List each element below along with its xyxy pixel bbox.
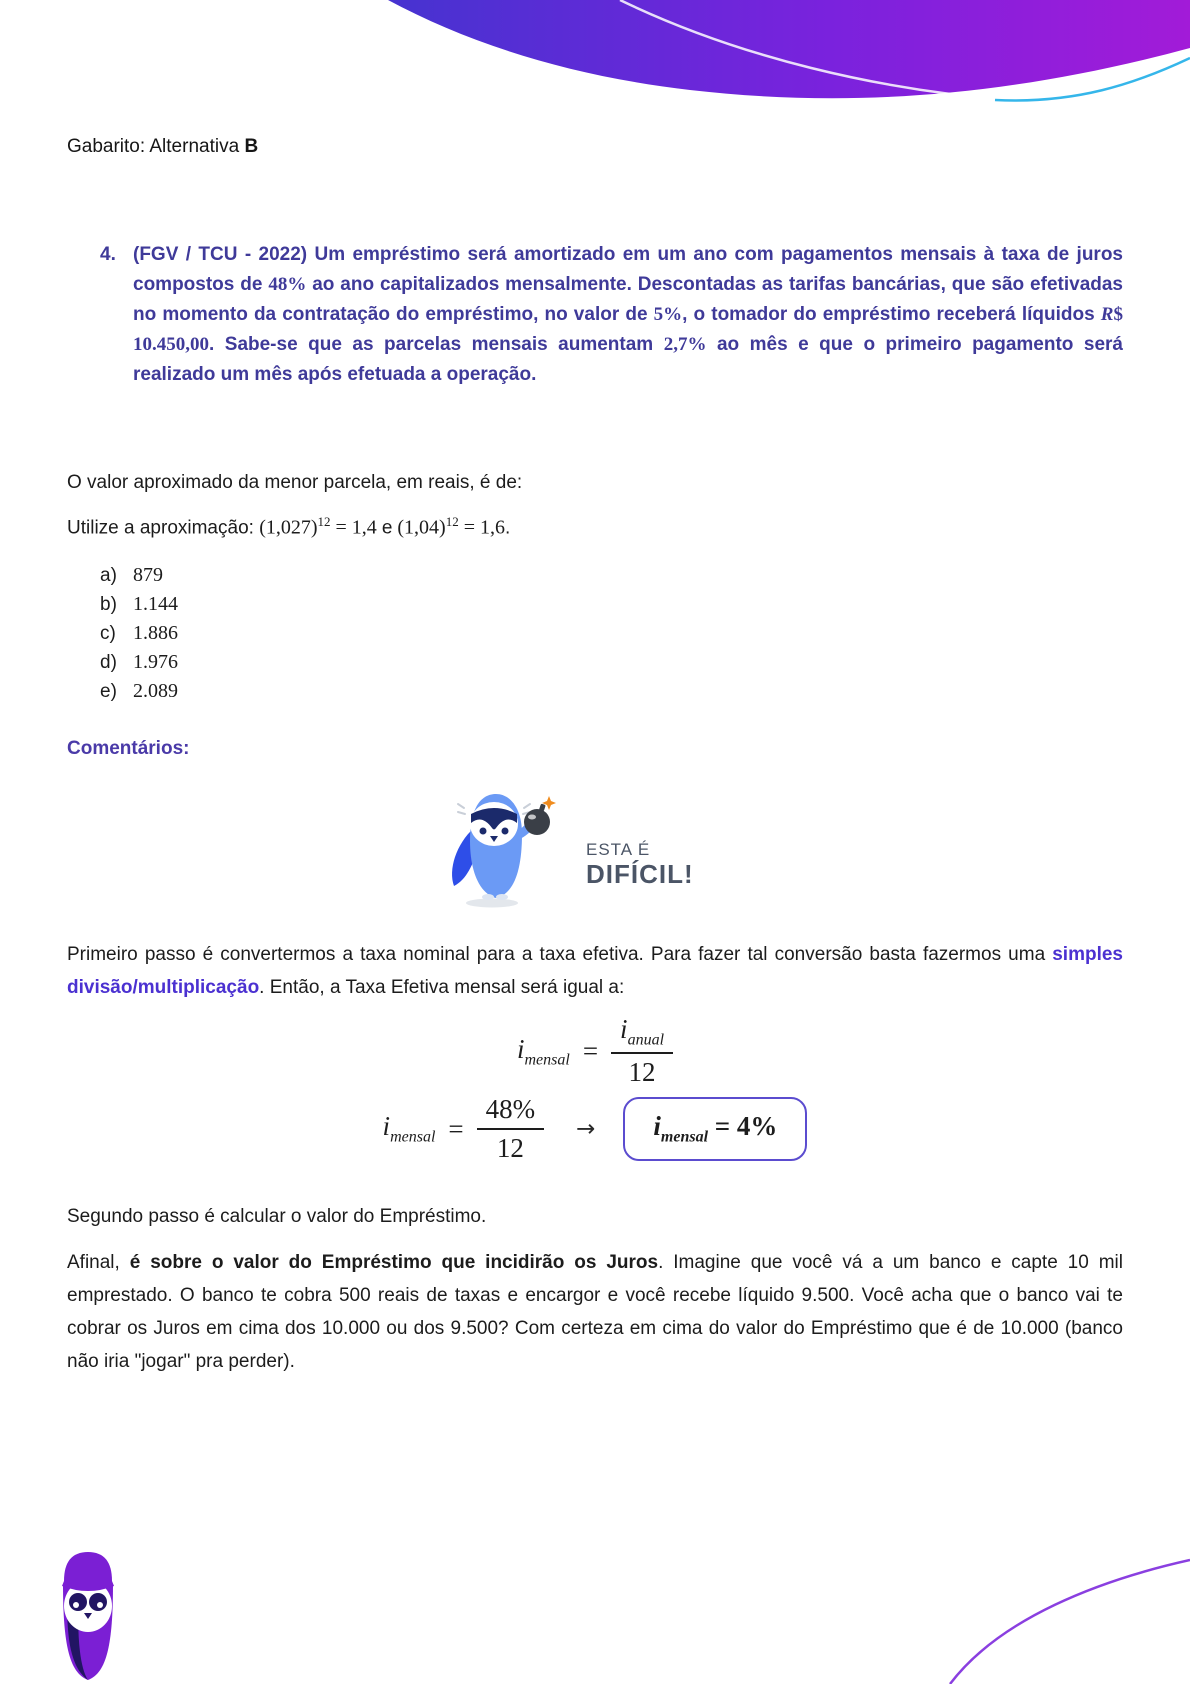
explanation-paragraph-3: Afinal, é sobre o valor do Empréstimo que incidirão os Juros. Imagine que você vá a um banco e capte 10 mil emprestado. O banco te cobra 500 reais de taxas e encargor e você recebe líquido 9.500. Você acha que o banco vai te cobrar os Juros em cima dos 10.000 ou dos 9.500? Com certeza em cima do valor do Empréstimo que é de 10.000 (banco não iria "jogar" pra perder). <box>67 1252 1123 1372</box>
option-value: 2.089 <box>133 680 178 702</box>
difficulty-mascot <box>444 786 724 911</box>
question-block <box>100 240 1123 390</box>
option-value: 879 <box>133 564 163 586</box>
owl-bomb-icon <box>444 786 559 908</box>
explanation-paragraph-2: Segundo passo é calcular o valor do Empréstimo. <box>67 1206 487 1227</box>
option-b <box>100 593 178 622</box>
formula-lhs: $i_{mensal}$ <box>516 1033 570 1068</box>
option-letter: e) <box>100 681 117 702</box>
option-value: 1.886 <box>133 622 178 644</box>
option-letter: d) <box>100 652 117 673</box>
options-list <box>100 564 178 709</box>
badge-line1: ESTA É <box>586 840 651 859</box>
option-letter: c) <box>100 623 116 644</box>
fraction <box>611 1014 673 1088</box>
arrow-icon: → <box>576 1116 596 1142</box>
formula-monthly-rate-result <box>0 1094 1190 1164</box>
fraction <box>477 1094 545 1164</box>
option-e <box>100 680 178 709</box>
formula-lhs: $i_{mensal}$ <box>382 1111 436 1146</box>
question-prompt: O valor aproximado da menor parcela, em reais, é de: <box>67 472 523 493</box>
equals-sign: = <box>582 1035 599 1066</box>
explanation-paragraph-1: Primeiro passo é convertermos a taxa nominal para a taxa efetiva. Para fazer tal conversão basta fazermos uma simples divisão/multiplicação. Então, a Taxa Efetiva mensal será igual a: <box>67 944 1123 998</box>
answer-key-letter: B <box>244 136 259 157</box>
answer-key-label: Gabarito: Alternativa <box>67 136 245 157</box>
brand-owl-logo <box>57 1549 119 1681</box>
fraction-denominator: 12 <box>628 1057 656 1088</box>
option-c <box>100 622 178 651</box>
result-value: = 4% <box>714 1111 778 1142</box>
answer-key-line <box>67 136 258 158</box>
question-text: (FGV / TCU - 2022) Um empréstimo será amortizado em um ano com pagamentos mensais à taxa de juros compostos de 48% ao ano capitalizados mensalmente. Descontadas as tarifas bancárias, que são efetivadas no momento da contratação do empréstimo, no valor de 5%, o tomador do empréstimo receberá líquidos R$ 10.450,00. Sabe-se que as parcelas mensais aumentam 2,7% ao mês e que o primeiro pagamento será realizado um mês após efetuada a operação. <box>133 244 1123 385</box>
formula-monthly-rate-definition <box>0 1014 1190 1088</box>
option-letter: b) <box>100 594 117 615</box>
option-a <box>100 564 178 593</box>
option-d <box>100 651 178 680</box>
option-value: 1.144 <box>133 593 178 615</box>
fraction-numerator: 48% <box>477 1094 545 1130</box>
approximation-hint: Utilize a aproximação: $(1,027)^{12} = 1,4$ e $(1,04)^{12} = 1,6$. <box>67 514 511 539</box>
bottom-curve-decoration <box>940 1554 1190 1684</box>
difficulty-badge <box>586 840 694 889</box>
option-letter: a) <box>100 565 117 586</box>
result-box: $i_{mensal} = 4\%$ <box>623 1097 807 1160</box>
fraction-denominator: 12 <box>496 1133 524 1163</box>
badge-line2: DIFÍCIL! <box>586 858 694 889</box>
option-value: 1.976 <box>133 651 178 673</box>
comments-heading: Comentários: <box>67 738 190 759</box>
fraction-numerator: $i_{anual}$ <box>611 1014 673 1054</box>
equals-sign: = <box>448 1113 464 1144</box>
question-number: 4. <box>100 244 116 265</box>
